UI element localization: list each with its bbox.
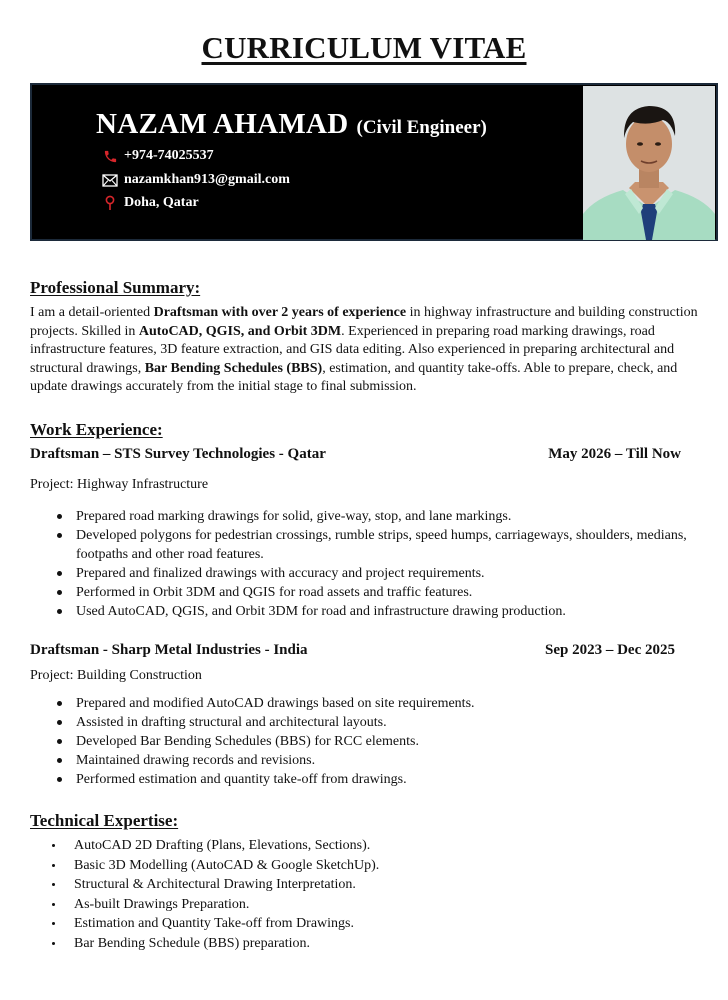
envelope-icon — [102, 172, 118, 188]
job-dates: May 2026 – Till Now — [548, 446, 681, 462]
list-item: Basic 3D Modelling (AutoCAD & Google SketchUp). — [74, 856, 674, 876]
location-pin-icon — [102, 195, 118, 211]
list-item: As-built Drawings Preparation. — [74, 895, 674, 915]
job-bullets — [76, 694, 696, 789]
summary-text: , estimation, and quantity take-offs. Able to prepare, check, and update drawings accurately from the initial stage to final submission. — [30, 360, 678, 394]
list-item: Prepared and modified AutoCAD drawings based on site requirements. — [76, 694, 696, 713]
job-title: Draftsman - Sharp Metal Industries - India — [30, 642, 308, 658]
summary-highlight: Draftsman with over 2 years of experience — [153, 305, 407, 320]
summary-text: in highway infrastructure and building construction projects. Skilled in — [30, 305, 698, 339]
expertise-list — [74, 836, 674, 953]
summary-heading: Professional Summary: — [30, 278, 201, 297]
list-item: Used AutoCAD, QGIS, and Orbit 3DM for road and infrastructure drawing production. — [76, 602, 696, 621]
email-address: nazamkhan913@gmail.com — [124, 172, 290, 187]
candidate-name: NAZAM AHAMAD — [96, 108, 349, 140]
list-item: Developed Bar Bending Schedules (BBS) for RCC elements. — [76, 732, 696, 751]
job-dates: Sep 2023 – Dec 2025 — [545, 642, 675, 658]
contact-phone — [102, 148, 214, 164]
list-item: Estimation and Quantity Take-off from Drawings. — [74, 914, 674, 934]
summary-paragraph — [30, 304, 698, 397]
phone-number: +974-74025537 — [124, 148, 214, 163]
profile-photo — [583, 86, 715, 240]
job-project: Project: Building Construction — [30, 668, 202, 683]
summary-text: . Experienced in preparing road marking drawings, road infrastructure features, 3D feature extraction, and GIS data editing. Also experienced in preparing architectural and structural drawings, — [30, 323, 675, 376]
list-item: Assisted in drafting structural and architectural layouts. — [76, 713, 696, 732]
list-item: AutoCAD 2D Drafting (Plans, Elevations, Sections). — [74, 836, 674, 856]
contact-location — [102, 195, 199, 211]
job-title: Draftsman – STS Survey Technologies - Qatar — [30, 446, 326, 462]
summary-highlight: Bar Bending Schedules (BBS) — [144, 360, 323, 376]
list-item: Prepared road marking drawings for solid, give-way, stop, and lane markings. — [76, 507, 696, 526]
candidate-role: (Civil Engineer) — [356, 117, 487, 138]
list-item: Performed estimation and quantity take-off from drawings. — [76, 770, 696, 789]
phone-icon — [102, 148, 118, 164]
header-band — [30, 83, 718, 241]
experience-heading: Work Experience: — [30, 420, 163, 439]
list-item: Bar Bending Schedule (BBS) preparation. — [74, 934, 674, 954]
document-title: CURRICULUM VITAE — [201, 30, 527, 65]
job-project: Project: Highway Infrastructure — [30, 477, 209, 492]
summary-text: I am a detail-oriented — [30, 305, 154, 320]
list-item: Prepared and finalized drawings with accuracy and project requirements. — [76, 564, 696, 583]
list-item: Developed polygons for pedestrian crossings, rumble strips, speed humps, carriageways, shoulders, medians, footpaths and other road features. — [76, 526, 696, 564]
expertise-heading: Technical Expertise: — [30, 811, 179, 830]
location-text: Doha, Qatar — [124, 195, 199, 210]
list-item: Performed in Orbit 3DM and QGIS for road assets and traffic features. — [76, 583, 696, 602]
list-item: Structural & Architectural Drawing Interpretation. — [74, 875, 674, 895]
candidate-name-line — [96, 108, 487, 141]
list-item: Maintained drawing records and revisions. — [76, 751, 696, 770]
contact-email — [102, 172, 290, 188]
summary-highlight: AutoCAD, QGIS, and Orbit 3DM — [138, 323, 342, 339]
job-bullets — [76, 507, 696, 621]
